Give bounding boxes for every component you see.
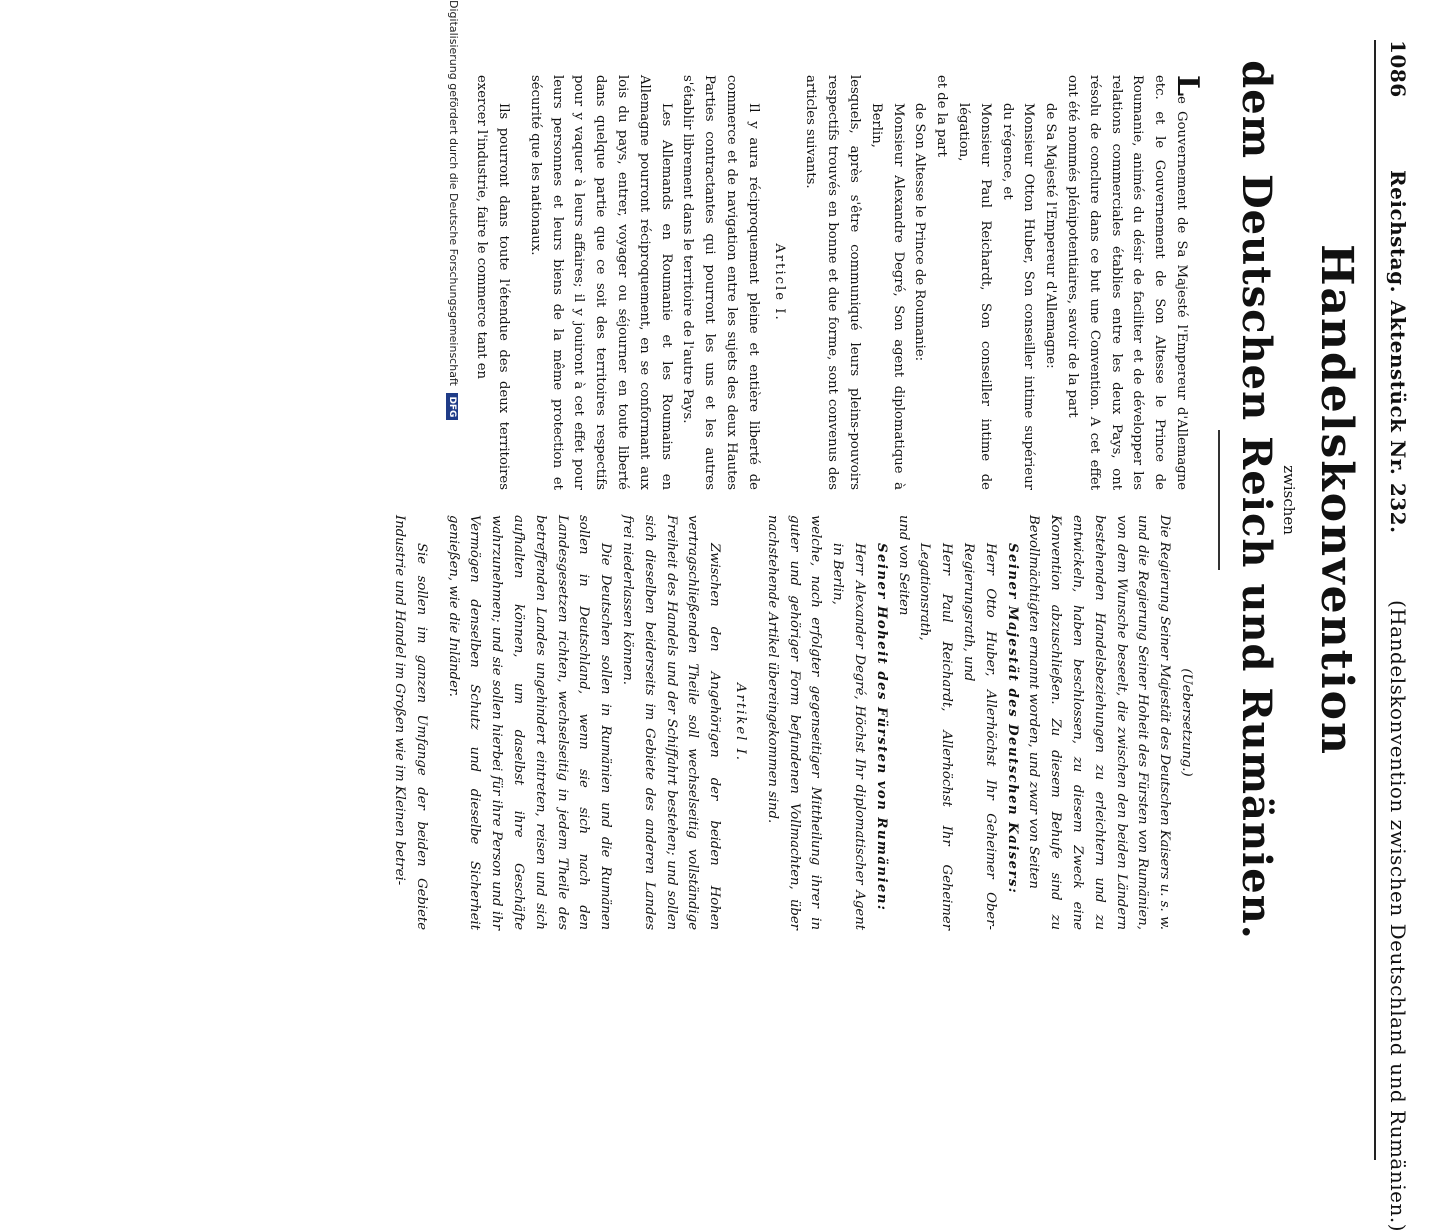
- french-plenipotentiary-2: Monsieur Paul Reichardt, Son conseiller intime de légation,: [956, 103, 993, 490]
- running-head-center: Reichstag. Aktenstück Nr. 232.: [1386, 170, 1410, 534]
- german-conclusion: welche, nach erfolgter gegenseitiger Mittheilung ihrer in guter und gehöriger Form befundenen Vollmachten, über nachstehende Artikel übereingekommen sind.: [764, 515, 824, 930]
- german-party-2: Seiner Hoheit des Fürsten von Rumänien:: [873, 543, 889, 912]
- digitization-credit: [446, 0, 460, 1000]
- document-subtitle: dem Deutschen Reich und Rumänien.: [1233, 60, 1280, 940]
- german-article-para-3: Sie sollen im ganzen Umfange der beiden Gebiete Industrie und Handel im Großen wie im Kleinen betrei-: [392, 515, 429, 930]
- french-column: [471, 75, 1205, 490]
- german-plenipotentiary-3: Herr Alexander Degré, Höchst Ihr diplomatischer Agent in Berlin,: [830, 543, 868, 930]
- french-and-part: et de la part: [934, 75, 950, 157]
- french-party-2: de Son Altesse le Prince de Roumanie:: [912, 103, 928, 362]
- translation-note: (Uebersetzung.): [1179, 668, 1194, 777]
- german-plenipotentiary-1: Herr Otto Huber, Allerhöchst Ihr Geheimer Ober-Regierungsrath, und: [961, 543, 998, 930]
- german-article-para-1: Zwischen den Angehörigen der beiden Hohen vertragschließenden Theile soll wechselseitig vollständige Freiheit des Handels und der Schiffahrt bestehen; und sollen sich dieselben beiderseits im Gebiete des anderen Landes frei niederlassen können.: [620, 515, 723, 930]
- page-number: 1086: [1386, 40, 1410, 98]
- title-connector: zwischen: [1280, 465, 1298, 535]
- french-article-para-2: Les Allemands en Roumanie et les Roumains en Allemagne pourront réciproquement, en se conformant aux lois du pays, entrer, voyager ou séjourner en toute liberté dans quelque partie que ce soit des territoires respectifs pour y vaquer à leurs affaires; il y jouiront à cet effet pour leurs personnes et leurs biens de la même protection et sécurité que les nationaux.: [527, 75, 674, 490]
- german-article-heading: Artikel I.: [733, 683, 749, 762]
- running-head-right: (Handelskonvention zwischen Deutschland und Rumänien.): [1386, 600, 1410, 1232]
- french-preamble: Le Gouvernement de Sa Majesté l'Empereur d'Allemagne etc. et le Gouvernement de Son Altesse le Prince de Roumanie, animés du désir de faciliter et de développer les relations commerciales établies entre les deux Pays, ont résolu de conclure dans ce but une Convention. A cet effet ont été nommés plénipotentiaires, savoir de la part: [1065, 75, 1205, 490]
- french-article-para-1: Il y aura réciproquement pleine et entière liberté de commerce et de navigation entre les sujets des deux Hautes Parties contractantes qui pourront les uns et les autres s'établir librement dans le territoire de l'autre Pays.: [680, 75, 761, 490]
- credit-text: Digitalisierung gefördert durch die Deutsche Forschungsgemeinschaft: [447, 0, 460, 386]
- french-article-heading: Article I.: [771, 243, 787, 322]
- german-article-para-2: Die Deutschen sollen in Rumänien und die Rumänen sollen in Deutschland, wenn sie sich nach den Landesgesetzen richten, wechselseitig in jedem Theile des betreffenden Landes ungehindert eintreten, reisen und sich aufhalten können, um daselbst ihre Geschäfte wahrzunehmen; und sie sollen hierbei für ihre Person und ihr Vermögen denselben Schutz und dieselbe Sicherheit genießen, wie die Inländer.: [445, 515, 614, 930]
- document-title: Handelskonvention: [1311, 243, 1362, 757]
- german-plenipotentiary-2: Herr Paul Reichardt, Allerhöchst Ihr Geheimer Legationsrath,: [917, 543, 955, 930]
- german-party-1: Seiner Majestät des Deutschen Kaisers:: [1004, 543, 1020, 895]
- german-and-part: und von Seiten: [895, 515, 911, 616]
- french-plenipotentiary-3: Monsieur Alexandre Degré, Son agent diplomatique à Berlin,: [868, 103, 906, 490]
- dfg-logo: DFG: [446, 393, 458, 420]
- french-article-para-3: Ils pourront dans toute l'étendue des deux territoires exercer l'industrie, faire le commerce tant en: [474, 75, 512, 490]
- running-head: [1380, 40, 1410, 1232]
- french-plenipotentiary-1: Monsieur Otton Huber, Son conseiller intime supérieur du régence, et: [999, 103, 1037, 490]
- french-conclusion: lesquels, après s'être communiqué leurs pleins-pouvoirs respectifs trouvés en bonne et due forme, sont convenus des articles suivants.: [803, 75, 863, 490]
- title-rule: [1218, 430, 1220, 570]
- header-rule: [1374, 40, 1376, 1160]
- french-party-1: de Sa Majesté l'Empereur d'Allemagne:: [1043, 103, 1059, 369]
- german-column: [388, 515, 1197, 930]
- drop-cap: L: [1170, 75, 1205, 97]
- german-preamble: Die Regierung Seiner Majestät des Deutschen Kaisers u. s. w. und die Regierung Seiner Hoheit des Fürsten von Rumänien, von dem Wunsche beseelt, die zwischen den beiden Ländern bestehenden Handelsbeziehungen zu erleichtern und zu entwickeln, haben beschlossen, zu diesem Zweck eine Konvention abzuschließen. Zu diesem Behufe sind zu Bevollmächtigten ernannt worden, und zwar von Seiten: [1026, 515, 1173, 930]
